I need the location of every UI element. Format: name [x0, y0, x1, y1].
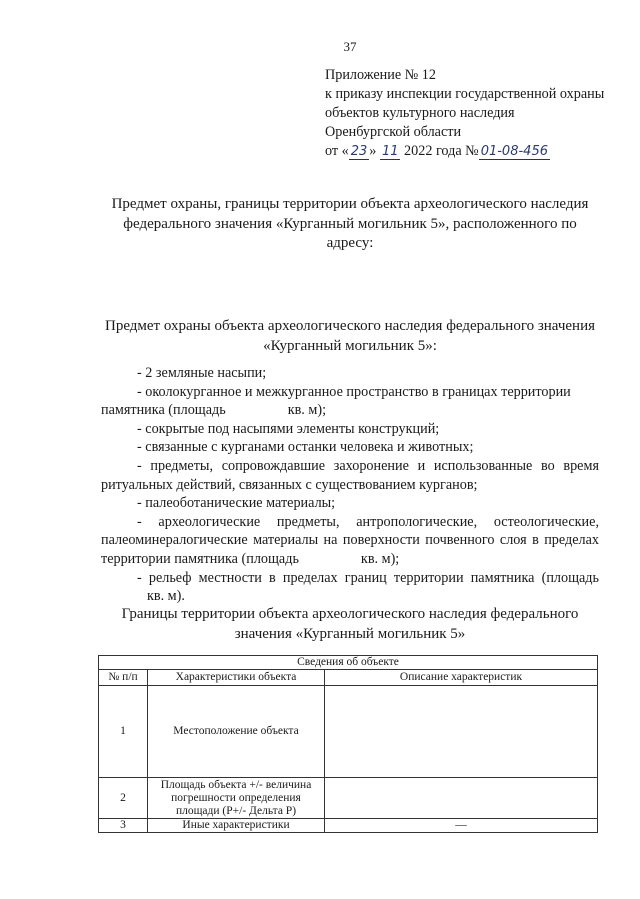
list-item: - связанные с курганами останки человека и животных;: [137, 439, 474, 456]
object-info-table: [98, 655, 598, 833]
row-description: [325, 686, 598, 778]
row-number: 2: [99, 778, 148, 819]
row-description: [325, 778, 598, 819]
list-item: - археологические предметы, антропологические, остеологические, палеоминералогические материалы на поверхности почвенного слоя в пределах территории памятника (площадь кв. м);: [101, 513, 599, 567]
row-characteristic: Местоположение объекта: [148, 686, 325, 778]
annex-block: [325, 66, 604, 161]
column-header: Описание характеристик: [325, 670, 598, 686]
page-number: 37: [343, 39, 357, 54]
handwritten-day: 23: [350, 144, 368, 159]
list-item: - 2 земляные насыпи;: [137, 365, 267, 381]
table-caption: Сведения об объекте: [99, 656, 598, 670]
annex-date-line: от « 23 » 11 2022 года № 01-08-456: [325, 143, 548, 159]
row-description: —: [325, 819, 598, 833]
column-header: № п/п: [99, 670, 148, 686]
list-item: - палеоботанические материалы;: [137, 495, 336, 512]
annex-line-3: объектов культурного наследия: [325, 105, 515, 121]
annex-line-2: к приказу инспекции государственной охраны: [325, 86, 605, 102]
subject-heading: Предмет охраны объекта археологического наследия федерального значения «Курганный могильник 5»:: [104, 318, 596, 354]
column-header: Характеристики объекта: [148, 670, 325, 686]
subject-list: [101, 364, 599, 606]
table-row: [99, 778, 598, 819]
handwritten-month: 11: [381, 144, 399, 159]
row-number: 3: [99, 819, 148, 833]
annex-line-1: Приложение № 12: [325, 67, 436, 83]
boundaries-heading: Границы территории объекта археологического наследия федерального значения «Курганный могильник 5»: [121, 606, 579, 642]
table-row: [99, 819, 598, 833]
row-number: 1: [99, 686, 148, 778]
document-title: Предмет охраны, границы территории объекта археологического наследия федерального значения «Курганный могильник 5», расположенного по адресу:: [111, 196, 589, 251]
table-row: [99, 686, 598, 778]
row-characteristic: Иные характеристики: [148, 819, 325, 833]
list-item: - рельеф местности в пределах границ территории памятника (площадькв. м).: [137, 569, 599, 605]
row-characteristic: Площадь объекта +/- величина погрешности определения площади (Р+/- Дельта Р): [148, 778, 325, 819]
handwritten-number: 01-08-456: [480, 144, 548, 159]
list-item: - предметы, сопровождавшие захоронение и использованные во время ритуальных действий, связанных с существованием курганов;: [101, 457, 599, 493]
list-item: - околокурганное и межкурганное пространство в границах территории: [137, 383, 571, 400]
annex-line-4: Оренбургской области: [325, 124, 462, 140]
list-item: - сокрытые под насыпями элементы конструкций;: [137, 420, 440, 437]
list-item: памятника (площадь кв. м);: [101, 402, 327, 419]
